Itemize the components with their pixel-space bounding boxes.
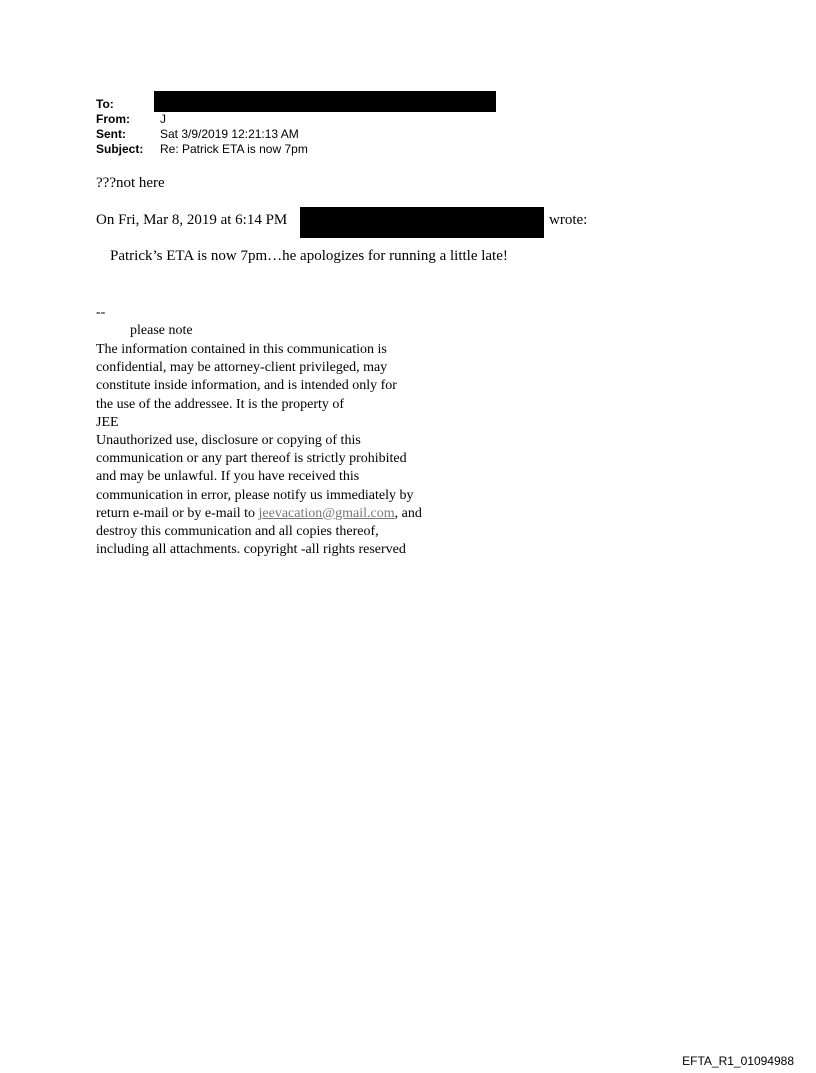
disclaimer-line: Unauthorized use, disclosure or copying of this [96, 433, 361, 449]
disclaimer-line: confidential, may be attorney-client privileged, may [96, 360, 388, 376]
reply-text: ???not here [96, 175, 165, 191]
disclaimer-line: JEE [96, 414, 119, 430]
redaction-quote-sender [300, 207, 544, 238]
signature-separator: -- [96, 305, 106, 320]
disclaimer-block [96, 341, 422, 559]
sent-label: Sent: [96, 127, 126, 141]
disclaimer-line: and may be unlawful. If you have received this [96, 469, 360, 485]
disclaimer-line: the use of the addressee. It is the property of [96, 396, 345, 412]
please-note: please note [130, 323, 193, 338]
sent-value: Sat 3/9/2019 12:21:13 AM [160, 127, 299, 141]
email-link[interactable]: jeevacation@gmail.com [258, 505, 395, 521]
disclaimer-line: including all attachments. copyright -all rights reserved [96, 542, 406, 558]
quote-intro-prefix: On Fri, Mar 8, 2019 at 6:14 PM [96, 212, 288, 228]
from-value: J [160, 112, 166, 126]
email-line-prefix: return e-mail or by e-mail to [96, 505, 259, 521]
subject-value: Re: Patrick ETA is now 7pm [160, 142, 308, 156]
quote-intro-suffix: wrote: [549, 212, 588, 228]
subject-label: Subject: [96, 142, 144, 156]
to-label: To: [96, 97, 114, 111]
quoted-message: Patrick’s ETA is now 7pm…he apologizes for running a little late! [110, 248, 508, 264]
disclaimer-line: constitute inside information, and is intended only for [96, 378, 397, 394]
disclaimer-email-line [96, 505, 422, 523]
disclaimer-line: The information contained in this communication is [96, 342, 387, 357]
bates-number: EFTA_R1_01094988 [682, 1054, 794, 1068]
disclaimer-line: communication in error, please notify us immediately by [96, 487, 414, 503]
from-label: From: [96, 112, 130, 126]
email-line-suffix: , and [394, 505, 422, 521]
disclaimer-line: communication or any part thereof is strictly prohibited [96, 451, 407, 467]
redaction-to-recipient [154, 91, 496, 112]
disclaimer-line: destroy this communication and all copies thereof, [96, 524, 379, 540]
